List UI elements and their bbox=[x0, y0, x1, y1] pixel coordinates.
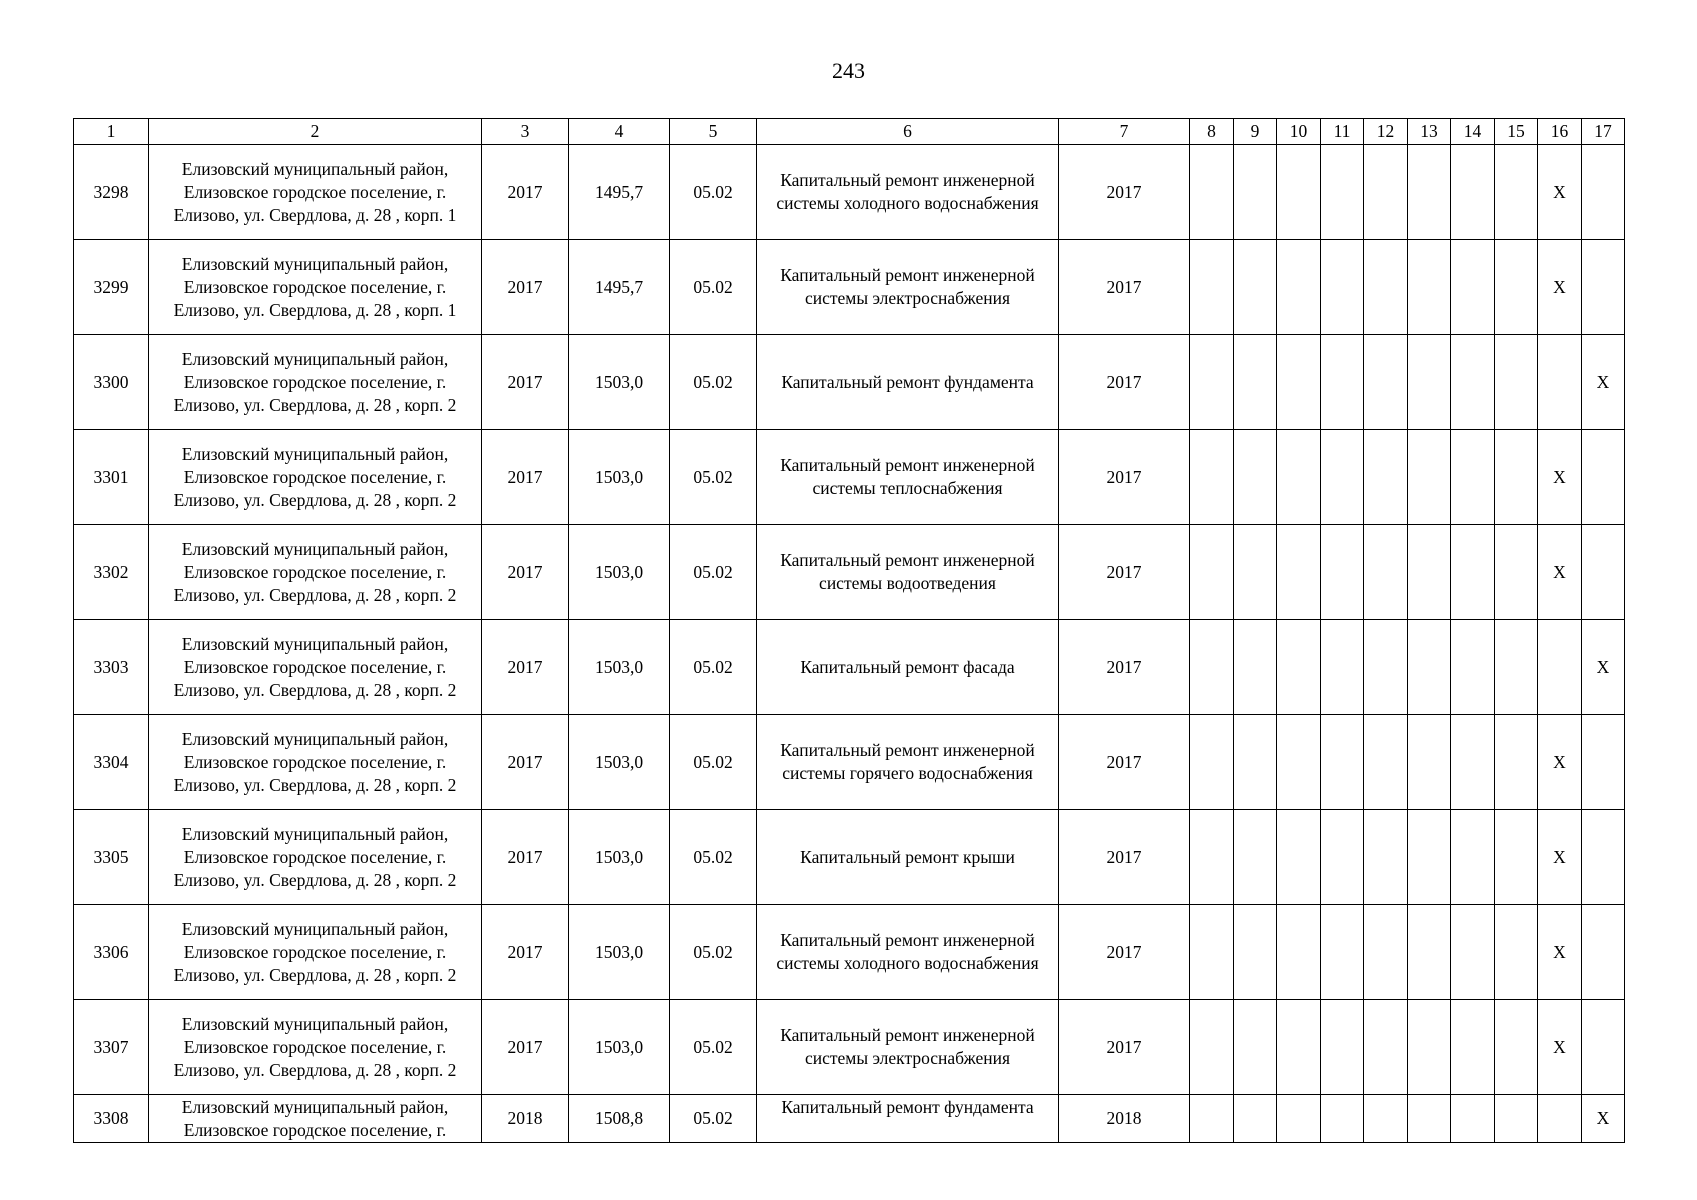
mark-cell-col-14 bbox=[1451, 1000, 1495, 1095]
work-type-cell bbox=[757, 145, 1059, 240]
table-row bbox=[74, 525, 1625, 620]
mark-cell-col-10 bbox=[1277, 715, 1321, 810]
mark-cell-col-13 bbox=[1408, 240, 1451, 335]
mark-cell-col-10 bbox=[1277, 335, 1321, 430]
mark-cell-col-16: X bbox=[1538, 145, 1582, 240]
mark-cell-col-11 bbox=[1321, 810, 1364, 905]
address-cell-text: Елизовский муниципальный район, Елизовское городское поселение, г. Елизово, ул. Свердлова, д. 28 , корп. 2 bbox=[173, 443, 457, 510]
code-cell: 05.02 bbox=[670, 905, 757, 1000]
address-cell-text: Елизовский муниципальный район, Елизовское городское поселение, г. Елизово, ул. Свердлова, д. 28 , корп. 2 bbox=[173, 538, 457, 605]
area-cell: 1503,0 bbox=[569, 430, 670, 525]
column-header-15: 15 bbox=[1495, 119, 1538, 145]
code-cell: 05.02 bbox=[670, 1095, 757, 1143]
construction-year-cell: 2017 bbox=[482, 145, 569, 240]
mark-cell-col-12 bbox=[1364, 145, 1408, 240]
column-header-13: 13 bbox=[1408, 119, 1451, 145]
row-number-cell: 3302 bbox=[74, 525, 149, 620]
address-cell bbox=[149, 715, 482, 810]
mark-cell-col-17 bbox=[1582, 1000, 1625, 1095]
mark-cell-col-17 bbox=[1582, 430, 1625, 525]
work-type-cell-text: Капитальный ремонт фундамента bbox=[781, 371, 1034, 392]
mark-cell-col-13 bbox=[1408, 525, 1451, 620]
mark-cell-col-16: X bbox=[1538, 240, 1582, 335]
work-type-cell bbox=[757, 810, 1059, 905]
planned-period-cell: 2017 bbox=[1059, 145, 1190, 240]
address-cell bbox=[149, 1095, 482, 1143]
column-header-10: 10 bbox=[1277, 119, 1321, 145]
mark-cell-col-13 bbox=[1408, 715, 1451, 810]
column-header-4: 4 bbox=[569, 119, 670, 145]
work-type-cell-text: Капитальный ремонт крыши bbox=[800, 846, 1015, 867]
row-number-cell: 3301 bbox=[74, 430, 149, 525]
code-cell: 05.02 bbox=[670, 145, 757, 240]
mark-cell-col-16: X bbox=[1538, 430, 1582, 525]
mark-cell-col-9 bbox=[1234, 905, 1277, 1000]
address-cell bbox=[149, 145, 482, 240]
work-type-cell-text: Капитальный ремонт инженерной системы водоотведения bbox=[780, 550, 1035, 593]
work-type-cell-text: Капитальный ремонт инженерной системы электроснабжения bbox=[780, 265, 1035, 308]
mark-cell-col-14 bbox=[1451, 335, 1495, 430]
mark-cell-col-14 bbox=[1451, 145, 1495, 240]
row-number-cell: 3308 bbox=[74, 1095, 149, 1143]
table-row bbox=[74, 810, 1625, 905]
mark-cell-col-9 bbox=[1234, 145, 1277, 240]
table-row bbox=[74, 1000, 1625, 1095]
construction-year-cell: 2017 bbox=[482, 430, 569, 525]
planned-period-cell: 2017 bbox=[1059, 905, 1190, 1000]
work-type-cell bbox=[757, 335, 1059, 430]
mark-cell-col-13 bbox=[1408, 335, 1451, 430]
area-cell: 1495,7 bbox=[569, 240, 670, 335]
mark-cell-col-17: X bbox=[1582, 335, 1625, 430]
column-header-5: 5 bbox=[670, 119, 757, 145]
address-cell-text: Елизовский муниципальный район, Елизовское городское поселение, г. bbox=[181, 1096, 449, 1140]
planned-period-cell: 2017 bbox=[1059, 430, 1190, 525]
planned-period-cell: 2018 bbox=[1059, 1095, 1190, 1143]
address-cell-text: Елизовский муниципальный район, Елизовское городское поселение, г. Елизово, ул. Свердлова, д. 28 , корп. 1 bbox=[173, 253, 457, 320]
mark-cell-col-14 bbox=[1451, 905, 1495, 1000]
work-type-cell bbox=[757, 905, 1059, 1000]
planned-period-cell: 2017 bbox=[1059, 240, 1190, 335]
column-header-6: 6 bbox=[757, 119, 1059, 145]
mark-cell-col-13 bbox=[1408, 145, 1451, 240]
area-cell: 1503,0 bbox=[569, 335, 670, 430]
work-type-cell bbox=[757, 620, 1059, 715]
table-header-row bbox=[74, 119, 1625, 145]
mark-cell-col-14 bbox=[1451, 525, 1495, 620]
row-number-cell: 3300 bbox=[74, 335, 149, 430]
mark-cell-col-14 bbox=[1451, 620, 1495, 715]
address-cell bbox=[149, 430, 482, 525]
column-header-1: 1 bbox=[74, 119, 149, 145]
planned-period-cell: 2017 bbox=[1059, 1000, 1190, 1095]
mark-cell-col-10 bbox=[1277, 1000, 1321, 1095]
work-type-cell-text: Капитальный ремонт фундамента bbox=[781, 1096, 1034, 1117]
column-header-8: 8 bbox=[1190, 119, 1234, 145]
mark-cell-col-15 bbox=[1495, 1095, 1538, 1143]
work-type-cell bbox=[757, 1095, 1059, 1143]
mark-cell-col-11 bbox=[1321, 335, 1364, 430]
mark-cell-col-12 bbox=[1364, 715, 1408, 810]
mark-cell-col-8 bbox=[1190, 1000, 1234, 1095]
mark-cell-col-10 bbox=[1277, 525, 1321, 620]
mark-cell-col-11 bbox=[1321, 1000, 1364, 1095]
page-number: 243 bbox=[832, 58, 865, 83]
table-row bbox=[74, 335, 1625, 430]
planned-period-cell: 2017 bbox=[1059, 620, 1190, 715]
mark-cell-col-13 bbox=[1408, 905, 1451, 1000]
mark-cell-col-13 bbox=[1408, 430, 1451, 525]
code-cell: 05.02 bbox=[670, 335, 757, 430]
mark-cell-col-15 bbox=[1495, 810, 1538, 905]
mark-cell-col-12 bbox=[1364, 810, 1408, 905]
mark-cell-col-12 bbox=[1364, 240, 1408, 335]
address-cell-text: Елизовский муниципальный район, Елизовское городское поселение, г. Елизово, ул. Свердлова, д. 28 , корп. 2 bbox=[173, 1013, 457, 1080]
planned-period-cell: 2017 bbox=[1059, 525, 1190, 620]
mark-cell-col-14 bbox=[1451, 715, 1495, 810]
mark-cell-col-17 bbox=[1582, 810, 1625, 905]
work-type-cell bbox=[757, 715, 1059, 810]
area-cell: 1503,0 bbox=[569, 810, 670, 905]
mark-cell-col-14 bbox=[1451, 810, 1495, 905]
work-type-cell bbox=[757, 240, 1059, 335]
construction-year-cell: 2017 bbox=[482, 715, 569, 810]
mark-cell-col-17 bbox=[1582, 240, 1625, 335]
code-cell: 05.02 bbox=[670, 1000, 757, 1095]
mark-cell-col-14 bbox=[1451, 1095, 1495, 1143]
mark-cell-col-11 bbox=[1321, 240, 1364, 335]
mark-cell-col-10 bbox=[1277, 905, 1321, 1000]
mark-cell-col-8 bbox=[1190, 335, 1234, 430]
mark-cell-col-16 bbox=[1538, 1095, 1582, 1143]
mark-cell-col-16: X bbox=[1538, 715, 1582, 810]
address-cell-text: Елизовский муниципальный район, Елизовское городское поселение, г. Елизово, ул. Свердлова, д. 28 , корп. 1 bbox=[173, 158, 457, 225]
mark-cell-col-11 bbox=[1321, 905, 1364, 1000]
mark-cell-col-12 bbox=[1364, 525, 1408, 620]
mark-cell-col-15 bbox=[1495, 1000, 1538, 1095]
mark-cell-col-8 bbox=[1190, 905, 1234, 1000]
construction-year-cell: 2017 bbox=[482, 240, 569, 335]
table-body bbox=[74, 119, 1625, 1143]
address-cell bbox=[149, 905, 482, 1000]
column-header-14: 14 bbox=[1451, 119, 1495, 145]
table-row bbox=[74, 240, 1625, 335]
mark-cell-col-17 bbox=[1582, 145, 1625, 240]
planned-period-cell: 2017 bbox=[1059, 335, 1190, 430]
capital-repair-table bbox=[73, 118, 1625, 1143]
work-type-cell-text: Капитальный ремонт инженерной системы горячего водоснабжения bbox=[780, 740, 1035, 783]
planned-period-cell: 2017 bbox=[1059, 715, 1190, 810]
area-cell: 1503,0 bbox=[569, 1000, 670, 1095]
mark-cell-col-9 bbox=[1234, 430, 1277, 525]
mark-cell-col-8 bbox=[1190, 525, 1234, 620]
mark-cell-col-9 bbox=[1234, 1000, 1277, 1095]
mark-cell-col-17: X bbox=[1582, 1095, 1625, 1143]
work-type-cell bbox=[757, 430, 1059, 525]
address-cell-text: Елизовский муниципальный район, Елизовское городское поселение, г. Елизово, ул. Свердлова, д. 28 , корп. 2 bbox=[173, 918, 457, 985]
mark-cell-col-10 bbox=[1277, 810, 1321, 905]
column-header-9: 9 bbox=[1234, 119, 1277, 145]
mark-cell-col-15 bbox=[1495, 145, 1538, 240]
mark-cell-col-11 bbox=[1321, 620, 1364, 715]
mark-cell-col-11 bbox=[1321, 430, 1364, 525]
column-header-7: 7 bbox=[1059, 119, 1190, 145]
mark-cell-col-16: X bbox=[1538, 525, 1582, 620]
mark-cell-col-9 bbox=[1234, 1095, 1277, 1143]
work-type-cell bbox=[757, 525, 1059, 620]
mark-cell-col-9 bbox=[1234, 620, 1277, 715]
address-cell-text: Елизовский муниципальный район, Елизовское городское поселение, г. Елизово, ул. Свердлова, д. 28 , корп. 2 bbox=[173, 823, 457, 890]
construction-year-cell: 2017 bbox=[482, 620, 569, 715]
mark-cell-col-15 bbox=[1495, 335, 1538, 430]
mark-cell-col-11 bbox=[1321, 145, 1364, 240]
mark-cell-col-9 bbox=[1234, 525, 1277, 620]
mark-cell-col-17 bbox=[1582, 525, 1625, 620]
mark-cell-col-8 bbox=[1190, 810, 1234, 905]
code-cell: 05.02 bbox=[670, 430, 757, 525]
area-cell: 1503,0 bbox=[569, 905, 670, 1000]
row-number-cell: 3307 bbox=[74, 1000, 149, 1095]
address-cell bbox=[149, 810, 482, 905]
area-cell: 1503,0 bbox=[569, 715, 670, 810]
mark-cell-col-15 bbox=[1495, 715, 1538, 810]
table-row bbox=[74, 145, 1625, 240]
mark-cell-col-16 bbox=[1538, 620, 1582, 715]
code-cell: 05.02 bbox=[670, 810, 757, 905]
mark-cell-col-12 bbox=[1364, 335, 1408, 430]
mark-cell-col-11 bbox=[1321, 715, 1364, 810]
construction-year-cell: 2018 bbox=[482, 1095, 569, 1143]
mark-cell-col-13 bbox=[1408, 810, 1451, 905]
construction-year-cell: 2017 bbox=[482, 1000, 569, 1095]
row-number-cell: 3304 bbox=[74, 715, 149, 810]
mark-cell-col-9 bbox=[1234, 240, 1277, 335]
table-row bbox=[74, 620, 1625, 715]
row-number-cell: 3303 bbox=[74, 620, 149, 715]
code-cell: 05.02 bbox=[670, 525, 757, 620]
construction-year-cell: 2017 bbox=[482, 810, 569, 905]
work-type-cell-text: Капитальный ремонт инженерной системы электроснабжения bbox=[780, 1025, 1035, 1068]
column-header-17: 17 bbox=[1582, 119, 1625, 145]
area-cell: 1508,8 bbox=[569, 1095, 670, 1143]
column-header-2: 2 bbox=[149, 119, 482, 145]
address-cell bbox=[149, 525, 482, 620]
mark-cell-col-12 bbox=[1364, 620, 1408, 715]
table-row bbox=[74, 1095, 1625, 1143]
construction-year-cell: 2017 bbox=[482, 525, 569, 620]
mark-cell-col-8 bbox=[1190, 715, 1234, 810]
area-cell: 1503,0 bbox=[569, 620, 670, 715]
mark-cell-col-8 bbox=[1190, 430, 1234, 525]
mark-cell-col-12 bbox=[1364, 905, 1408, 1000]
mark-cell-col-9 bbox=[1234, 715, 1277, 810]
mark-cell-col-16: X bbox=[1538, 1000, 1582, 1095]
mark-cell-col-10 bbox=[1277, 620, 1321, 715]
row-number-cell: 3305 bbox=[74, 810, 149, 905]
code-cell: 05.02 bbox=[670, 715, 757, 810]
mark-cell-col-12 bbox=[1364, 1000, 1408, 1095]
planned-period-cell: 2017 bbox=[1059, 810, 1190, 905]
address-cell bbox=[149, 335, 482, 430]
column-header-16: 16 bbox=[1538, 119, 1582, 145]
address-cell bbox=[149, 240, 482, 335]
mark-cell-col-15 bbox=[1495, 240, 1538, 335]
address-cell-text: Елизовский муниципальный район, Елизовское городское поселение, г. Елизово, ул. Свердлова, д. 28 , корп. 2 bbox=[173, 348, 457, 415]
mark-cell-col-16: X bbox=[1538, 810, 1582, 905]
mark-cell-col-8 bbox=[1190, 620, 1234, 715]
work-type-cell-text: Капитальный ремонт фасада bbox=[800, 656, 1015, 677]
mark-cell-col-17 bbox=[1582, 905, 1625, 1000]
mark-cell-col-11 bbox=[1321, 1095, 1364, 1143]
column-header-11: 11 bbox=[1321, 119, 1364, 145]
mark-cell-col-9 bbox=[1234, 810, 1277, 905]
mark-cell-col-10 bbox=[1277, 1095, 1321, 1143]
mark-cell-col-10 bbox=[1277, 145, 1321, 240]
mark-cell-col-12 bbox=[1364, 430, 1408, 525]
mark-cell-col-14 bbox=[1451, 240, 1495, 335]
mark-cell-col-8 bbox=[1190, 145, 1234, 240]
column-header-12: 12 bbox=[1364, 119, 1408, 145]
mark-cell-col-14 bbox=[1451, 430, 1495, 525]
mark-cell-col-15 bbox=[1495, 430, 1538, 525]
address-cell-text: Елизовский муниципальный район, Елизовское городское поселение, г. Елизово, ул. Свердлова, д. 28 , корп. 2 bbox=[173, 633, 457, 700]
work-type-cell-text: Капитальный ремонт инженерной системы холодного водоснабжения bbox=[776, 930, 1039, 973]
code-cell: 05.02 bbox=[670, 620, 757, 715]
table-row bbox=[74, 905, 1625, 1000]
construction-year-cell: 2017 bbox=[482, 905, 569, 1000]
mark-cell-col-8 bbox=[1190, 240, 1234, 335]
mark-cell-col-12 bbox=[1364, 1095, 1408, 1143]
address-cell bbox=[149, 1000, 482, 1095]
column-header-3: 3 bbox=[482, 119, 569, 145]
mark-cell-col-10 bbox=[1277, 240, 1321, 335]
work-type-cell-text: Капитальный ремонт инженерной системы холодного водоснабжения bbox=[776, 170, 1039, 213]
address-cell bbox=[149, 620, 482, 715]
mark-cell-col-15 bbox=[1495, 620, 1538, 715]
work-type-cell bbox=[757, 1000, 1059, 1095]
mark-cell-col-17: X bbox=[1582, 620, 1625, 715]
mark-cell-col-17 bbox=[1582, 715, 1625, 810]
table-row bbox=[74, 430, 1625, 525]
mark-cell-col-11 bbox=[1321, 525, 1364, 620]
table-row bbox=[74, 715, 1625, 810]
mark-cell-col-9 bbox=[1234, 335, 1277, 430]
mark-cell-col-13 bbox=[1408, 620, 1451, 715]
row-number-cell: 3298 bbox=[74, 145, 149, 240]
row-number-cell: 3299 bbox=[74, 240, 149, 335]
area-cell: 1503,0 bbox=[569, 525, 670, 620]
mark-cell-col-15 bbox=[1495, 525, 1538, 620]
mark-cell-col-8 bbox=[1190, 1095, 1234, 1143]
code-cell: 05.02 bbox=[670, 240, 757, 335]
mark-cell-col-15 bbox=[1495, 905, 1538, 1000]
area-cell: 1495,7 bbox=[569, 145, 670, 240]
work-type-cell-text: Капитальный ремонт инженерной системы теплоснабжения bbox=[780, 455, 1035, 498]
row-number-cell: 3306 bbox=[74, 905, 149, 1000]
address-cell-text: Елизовский муниципальный район, Елизовское городское поселение, г. Елизово, ул. Свердлова, д. 28 , корп. 2 bbox=[173, 728, 457, 795]
construction-year-cell: 2017 bbox=[482, 335, 569, 430]
mark-cell-col-13 bbox=[1408, 1000, 1451, 1095]
mark-cell-col-16: X bbox=[1538, 905, 1582, 1000]
mark-cell-col-10 bbox=[1277, 430, 1321, 525]
mark-cell-col-16 bbox=[1538, 335, 1582, 430]
mark-cell-col-13 bbox=[1408, 1095, 1451, 1143]
